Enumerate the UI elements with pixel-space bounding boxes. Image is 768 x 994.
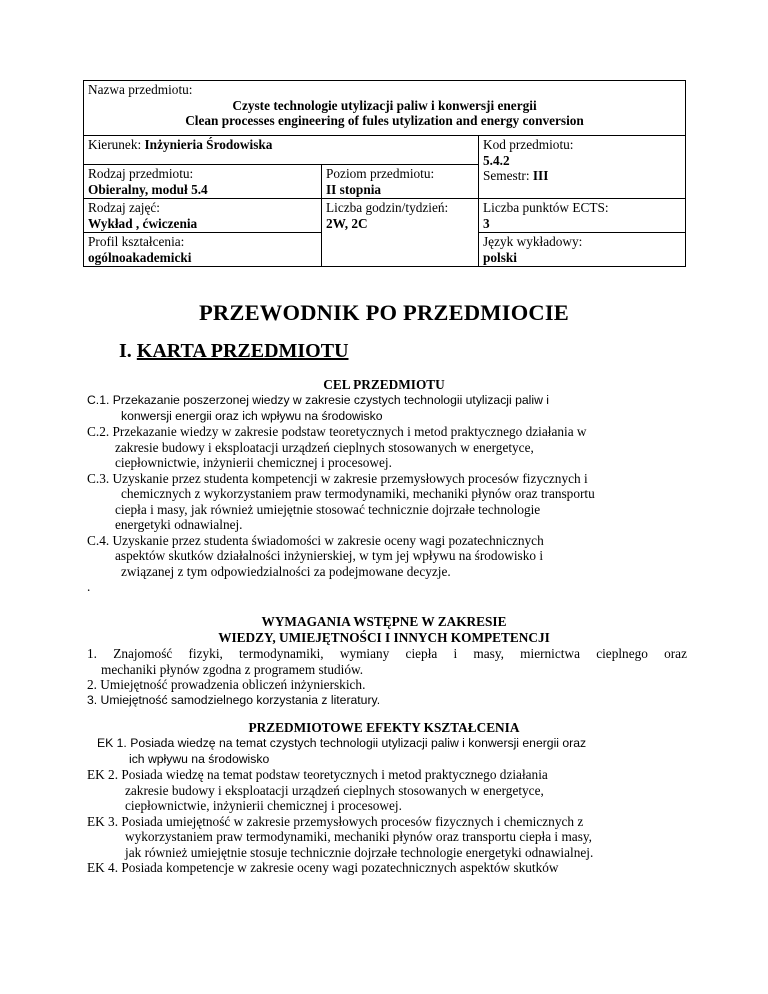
wymagania-heading-2: WIEDZY, UMIEJĘTNOŚCI I INNYCH KOMPETENCJI — [218, 630, 550, 645]
ects-value: 3 — [483, 215, 490, 231]
wymagania-list — [87, 646, 687, 708]
cel-list — [87, 393, 687, 595]
ects-label: Liczba punktów ECTS: — [483, 200, 609, 215]
course-title-pl: Czyste technologie utylizacji paliw i konwersji energii — [232, 97, 537, 113]
wymagania-heading-1: WYMAGANIA WSTĘPNE W ZAKRESIE — [261, 614, 507, 629]
zajec-label: Rodzaj zajęć: — [88, 200, 160, 215]
wymagania-r2: 2. Umiejętność prowadzenia obliczeń inżynierskich. — [87, 677, 366, 692]
wymagania-r3: 3. Umiejętność samodzielnego korzystania z literatury. — [87, 692, 381, 707]
cel-c4-line3: związanej z tym odpowiedzialności za podejmowane decyzje. — [121, 563, 451, 579]
kod-value: 5.4.2 — [483, 152, 510, 168]
poziom-value: II stopnia — [326, 181, 382, 197]
wymagania-r1-line2: mechaniki płynów zgodna z programem studiów. — [101, 661, 364, 677]
efekty-ek2-line1: EK 2. Posiada wiedzę na temat podstaw teoretycznych i metod praktycznego działania — [87, 767, 548, 782]
cel-c4-line1: C.4. Uzyskanie przez studenta świadomości w zakresie oceny wagi pozatechnicznych — [87, 532, 544, 548]
zajec-row — [84, 199, 686, 233]
zajec-value: Wykład , ćwiczenia — [88, 215, 198, 231]
efekty-ek3-line3: jak również umiejętnie stosuje technicznie dojrzałe technologie energetyki odnawialnej. — [125, 844, 594, 860]
godzin-cell — [322, 199, 479, 267]
rodzaj-value: Obieralny, moduł 5.4 — [88, 181, 208, 197]
rodzaj-label: Rodzaj przedmiotu: — [88, 166, 194, 181]
efekty-ek2-line2: zakresie budowy i eksploatacji urządzeń cieplnych stosowanych w energetyce, — [125, 782, 544, 798]
efekty-ek1-line2: ich wpływu na środowisko — [129, 751, 270, 766]
kierunek-cell — [84, 136, 479, 165]
cel-c2-line2: zakresie budowy i eksploatacji urządzeń cieplnych stosowanych w energetyce, — [115, 439, 534, 455]
efekty-ek3-line2: wykorzystaniem praw termodynamiki, mechaniki płynów oraz transportu ciepła i masy, — [125, 829, 592, 844]
godzin-label: Liczba godzin/tydzień: — [326, 200, 449, 215]
profil-cell — [84, 233, 322, 267]
course-info-table — [83, 80, 686, 267]
semestr-line: Semestr: III — [483, 168, 549, 183]
kierunek-row — [84, 136, 686, 165]
cel-c3-line4: energetyki odnawialnej. — [115, 517, 243, 532]
cel-c1-line2: konwersji energii oraz ich wpływu na środowisko — [121, 408, 383, 423]
section-heading — [119, 340, 349, 363]
kod-label: Kod przedmiotu: — [483, 137, 574, 152]
efekty-heading: PRZEDMIOTOWE EFEKTY KSZTAŁCENIA — [248, 720, 520, 735]
section-number: I. — [119, 340, 137, 362]
ects-cell — [479, 199, 686, 233]
efekty-ek4-line1: EK 4. Posiada kompetencje w zakresie oceny wagi pozatechnicznych aspektów skutków — [87, 860, 559, 875]
efekty-ek2-line3: ciepłownictwie, inżynierii chemicznej i procesowej. — [125, 798, 402, 813]
cel-dot: . — [87, 579, 91, 594]
course-title-en: Clean processes engineering of fules utylization and energy conversion — [185, 113, 584, 128]
cel-c2-line3: ciepłownictwie, inżynierii chemicznej i procesowej. — [115, 455, 392, 470]
cel-c2-line1: C.2. Przekazanie wiedzy w zakresie podstaw teoretycznych i metod praktycznego działania w — [87, 424, 587, 439]
course-name-cell — [84, 81, 686, 136]
rodzaj-cell — [84, 165, 322, 199]
course-name-row — [84, 81, 686, 136]
cel-c3-line3: ciepła i masy, jak również umiejętnie stosować technicznie dojrzałe technologie — [115, 501, 541, 517]
zajec-cell — [84, 199, 322, 233]
kod-semestr-cell — [479, 136, 686, 199]
wymagania-r1-line1: 1. Znajomość fizyki, termodynamiki, wymiany ciepła i masy, miernictwa cieplnego oraz — [87, 646, 687, 661]
efekty-list — [87, 736, 687, 876]
jezyk-cell — [479, 233, 686, 267]
kierunek-label: Kierunek: — [88, 137, 145, 152]
kierunek-value: Inżynieria Środowiska — [144, 137, 273, 152]
poziom-cell — [322, 165, 479, 199]
cel-heading: CEL PRZEDMIOTU — [323, 377, 445, 392]
cel-c4-line2: aspektów skutków działalności inżynierskiej, w tym jej wpływu na środowisko i — [115, 548, 544, 563]
jezyk-value: polski — [483, 249, 518, 265]
cel-c1-line1: C.1. Przekazanie poszerzonej wiedzy w zakresie czystych technologii utylizacji paliw i — [87, 393, 549, 407]
poziom-label: Poziom przedmiotu: — [326, 166, 435, 181]
profil-label: Profil kształcenia: — [88, 234, 185, 249]
semestr-value: III — [532, 168, 549, 183]
profil-value: ogólnoakademicki — [88, 249, 192, 265]
efekty-ek1-line1: EK 1. Posiada wiedzę na temat czystych technologii utylizacji paliw i konwersji energii oraz — [97, 736, 587, 750]
section-title: KARTA PRZEDMIOTU — [136, 340, 349, 362]
cel-c3-line2: chemicznych z wykorzystaniem praw termodynamiki, mechaniki płynów oraz transportu — [121, 486, 595, 501]
godzin-value: 2W, 2C — [326, 215, 368, 231]
cel-c3-line1: C.3. Uzyskanie przez studenta kompetencji w zakresie przemysłowych procesów fizycznych i — [87, 470, 588, 486]
main-title: PRZEWODNIK PO PRZEDMIOCIE — [198, 300, 570, 325]
efekty-ek3-line1: EK 3. Posiada umiejętność w zakresie przemysłowych procesów fizycznych i chemicznych z — [87, 813, 584, 829]
course-name-label: Nazwa przedmiotu: — [88, 82, 193, 97]
jezyk-label: Język wykładowy: — [483, 234, 583, 249]
